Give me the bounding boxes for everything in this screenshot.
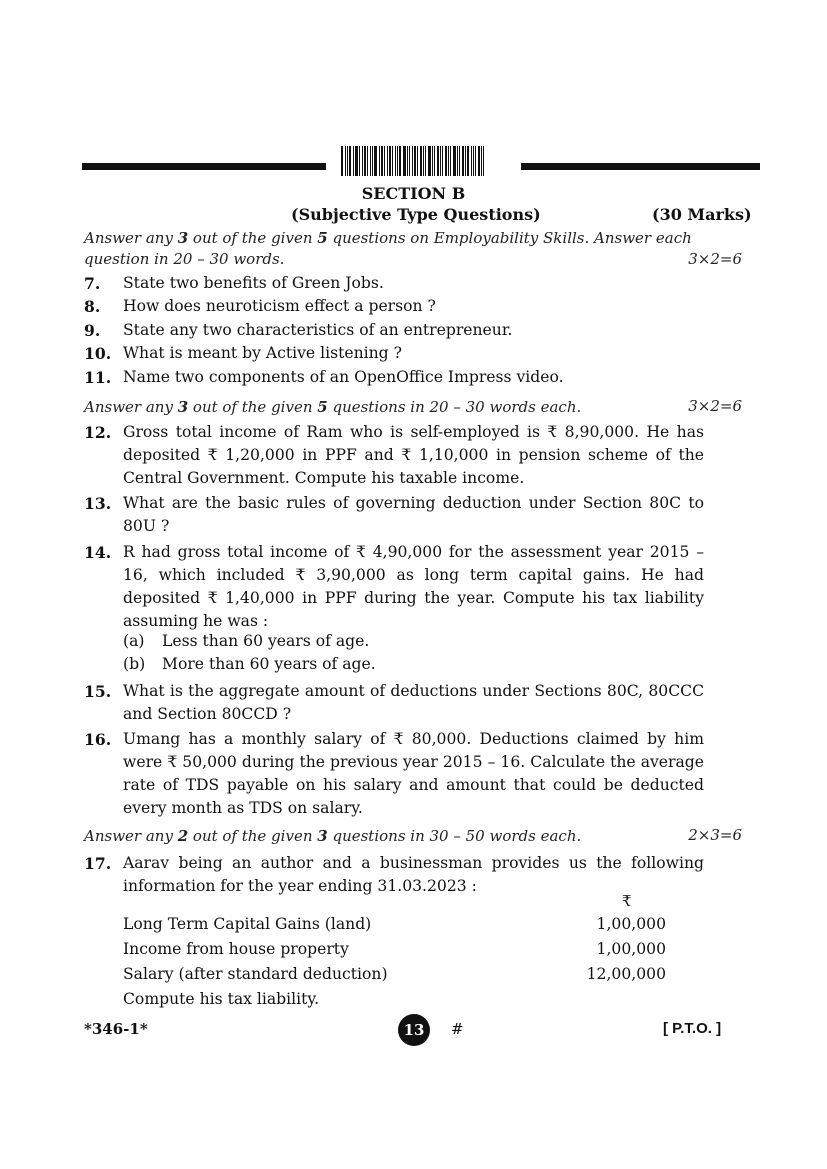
question-12 [84,421,704,490]
barcode-bar [478,146,480,176]
emph: 3 [177,398,189,416]
question-16 [84,728,704,820]
barcode-bar [445,146,447,176]
question-11 [84,366,704,389]
emph: 3 [317,827,328,845]
barcode-bar [471,146,472,176]
question-number: 17. [84,854,112,873]
block2-score: 3×2=6 [688,397,742,415]
question-9 [84,319,704,342]
option-text: Less than 60 years of age. [162,632,370,650]
barcode-bar [347,146,348,176]
barcode-bar [432,146,433,176]
barcode-bar [417,146,418,176]
barcode-bar [389,146,391,176]
q14-option-b [123,655,376,673]
block1-score: 3×2=6 [688,250,742,268]
question-15 [84,680,704,726]
option-label: (a) [123,632,145,650]
block3-score: 2×3=6 [688,826,742,844]
barcode-bar [409,146,410,176]
barcode-bar [423,146,424,176]
income-row [123,915,666,933]
barcode-bar [407,146,408,176]
barcode-bar [387,146,388,176]
question-text: Umang has a monthly salary of ₹ 80,000. Deductions claimed by him were ₹ 50,000 during the previous year 2015 – 16. Calculate the average rate of TDS payable on his salary and amount that could be deducted every month as TDS on salary. [123,730,704,817]
barcode [341,146,493,176]
question-text: Aarav being an author and a businessman provides us the following information for the year ending 31.03.2023 : [123,854,704,895]
barcode-bar [467,146,469,176]
question-13 [84,492,704,538]
option-label: (b) [123,655,146,673]
barcode-bar [367,146,368,176]
income-row [123,965,666,983]
question-number: 16. [84,730,112,749]
paper-code: *346-1* [84,1020,148,1038]
income-amount: 1,00,000 [596,915,666,933]
rupee-column-header: ₹ [622,892,632,910]
barcode-bar [475,146,476,176]
block3-instruction: Answer any 2 out of the given 3 questions in 30 – 50 words each. [84,827,582,845]
page-number: 13 [398,1014,430,1046]
question-number: 11. [84,368,112,387]
question-number: 9. [84,321,101,340]
barcode-bar [450,146,451,176]
barcode-bar [412,146,413,176]
barcode-bar [481,146,482,176]
question-number: 14. [84,543,112,562]
question-text: R had gross total income of ₹ 4,90,000 for the assessment year 2015 – 16, which included ₹ 3,90,000 as long term capital gains. He had deposited ₹ 1,40,000 in PPF during the year. Compute his tax liability assuming he was : [123,543,704,630]
question-text: State any two characteristics of an entrepreneur. [123,321,513,339]
hash-mark: # [451,1020,464,1038]
barcode-bar [379,146,380,176]
barcode-bar [428,146,431,176]
barcode-bar [434,146,435,176]
question-8 [84,295,704,318]
barcode-bar [355,146,358,176]
barcode-bar [374,146,377,176]
income-label: Income from house property [123,940,349,958]
barcode-bar [457,146,458,176]
block1-instruction-line2: question in 20 – 30 words. [84,250,285,268]
question-7 [84,272,704,295]
block2-instruction: Answer any 3 out of the given 5 questions in 20 – 30 words each. [84,398,582,416]
barcode-bar [353,146,354,176]
barcode-bar [453,146,456,176]
barcode-bar [399,146,401,176]
emph: 3 [177,229,189,247]
barcode-bar [364,146,366,176]
barcode-bar [420,146,422,176]
section-marks: (30 Marks) [652,205,752,224]
barcode-bar [384,146,385,176]
income-amount: 1,00,000 [596,940,666,958]
question-text: Name two components of an OpenOffice Impress video. [123,368,564,386]
income-amount: 12,00,000 [586,965,666,983]
barcode-bar [448,146,449,176]
barcode-bar [359,146,360,176]
barcode-bar [437,146,439,176]
barcode-bar [349,146,351,176]
barcode-bar [381,146,383,176]
barcode-bar [465,146,466,176]
barcode-bar [440,146,441,176]
q14-option-a [123,632,369,650]
block1-instruction [84,228,742,270]
question-text: What is the aggregate amount of deductions under Sections 80C, 80CCC and Section 80CCD ? [123,682,704,723]
barcode-bar [397,146,398,176]
emph: 5 [317,398,328,416]
option-text: More than 60 years of age. [162,655,376,673]
question-number: 12. [84,423,112,442]
question-10 [84,342,704,365]
emph: 5 [317,229,328,247]
barcode-bar [341,146,343,176]
barcode-bar [442,146,443,176]
barcode-bar [425,146,426,176]
barcode-bar [414,146,416,176]
section-subtitle: (Subjective Type Questions) [291,205,541,224]
header-rule-right [521,163,760,170]
question-14 [84,541,704,633]
barcode-bar [392,146,393,176]
question-number: 13. [84,494,112,513]
barcode-bar [370,146,371,176]
section-title: SECTION B [361,184,466,203]
question-text: What are the basic rules of governing deduction under Section 80C to 80U ? [123,494,704,535]
block1-instruction-line1: Answer any 3 out of the given 5 questions on Employability Skills. Answer each [84,229,692,247]
question-text: What is meant by Active listening ? [123,344,402,362]
barcode-bar [403,146,406,176]
barcode-bar [459,146,460,176]
q17-closing: Compute his tax liability. [123,990,320,1008]
header-rule-left [82,163,326,170]
barcode-bar [345,146,346,176]
question-number: 10. [84,344,112,363]
question-17 [84,852,704,898]
question-number: 7. [84,274,101,293]
question-number: 8. [84,297,101,316]
barcode-bar [473,146,474,176]
income-row [123,940,666,958]
barcode-bar [395,146,396,176]
barcode-bar [483,146,484,176]
question-text: Gross total income of Ram who is self-employed is ₹ 8,90,000. He has deposited ₹ 1,20,000 in PPF and ₹ 1,10,000 in pension scheme of the Central Government. Compute his taxable income. [123,423,704,487]
emph: 2 [177,827,189,845]
income-label: Salary (after standard deduction) [123,965,388,983]
question-text: State two benefits of Green Jobs. [123,274,384,292]
barcode-bar [372,146,373,176]
question-number: 15. [84,682,112,701]
barcode-bar [462,146,464,176]
income-label: Long Term Capital Gains (land) [123,915,372,933]
barcode-bar [362,146,363,176]
pto-label: [ P.T.O. ] [663,1020,722,1037]
question-text: How does neuroticism effect a person ? [123,297,436,315]
